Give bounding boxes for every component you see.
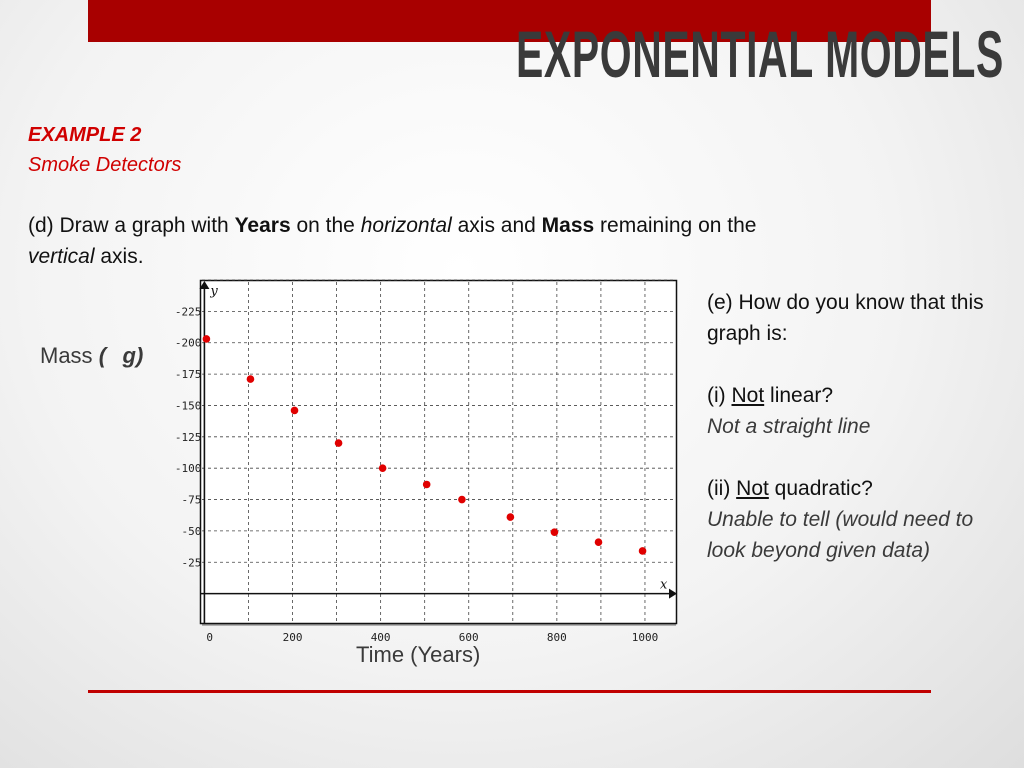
data-point: [595, 538, 603, 546]
task-suffix: axis.: [94, 245, 144, 268]
q1-not: Not: [731, 384, 765, 407]
data-point: [639, 547, 647, 555]
question-quadratic: [707, 473, 1007, 504]
data-point: [335, 439, 343, 447]
task-mass: Mass: [541, 214, 595, 237]
x-tick-label: 0: [206, 631, 214, 644]
task-years: Years: [234, 214, 291, 237]
slide-title: EXPONENTIAL MODELS: [516, 17, 1004, 91]
x-tick-label: 600: [458, 631, 479, 644]
task-mid1: on the: [290, 214, 361, 237]
task-mid2: axis and: [451, 214, 542, 237]
question-linear: [707, 380, 1007, 411]
data-point: [551, 528, 559, 536]
task-horizontal: horizontal: [360, 214, 452, 237]
side-intro: (e) How do you know that this graph is:: [707, 291, 984, 345]
x-tick-label: 400: [370, 631, 391, 644]
y-axis-label: [40, 343, 143, 369]
example-heading: EXAMPLE 2: [28, 124, 142, 146]
data-point: [423, 481, 431, 489]
data-point: [291, 407, 299, 415]
example-block: [28, 120, 181, 180]
task-text: [28, 210, 948, 272]
y-tick-label: -75: [181, 493, 202, 507]
y-tick-label: -25: [181, 556, 202, 570]
x-tick-label: 200: [282, 631, 303, 644]
y-axis-name: y: [210, 284, 218, 299]
q2-prefix: (ii): [707, 477, 737, 500]
y-tick-label: -150: [174, 399, 202, 413]
task-vertical: vertical: [28, 245, 95, 268]
x-axis-name: x: [660, 577, 668, 593]
answer-linear: Not a straight line: [707, 415, 871, 438]
data-point: [247, 375, 255, 383]
q2-not: Not: [736, 477, 769, 500]
q1-prefix: (i): [707, 384, 732, 407]
task-prefix: (d) Draw a graph with: [28, 214, 235, 237]
y-label-text: Mass: [40, 343, 99, 368]
answer-quadratic: Unable to tell (would need to look beyond given data): [707, 508, 974, 562]
y-label-unit: ( g): [98, 343, 133, 368]
q2-rest: quadratic?: [768, 477, 873, 500]
example-subheading: Smoke Detectors: [28, 154, 182, 176]
x-tick-label: 1000: [631, 631, 659, 644]
data-point: [507, 513, 515, 521]
scatter-chart: [174, 280, 678, 644]
y-tick-label: -200: [174, 336, 202, 350]
q1-rest: linear?: [764, 384, 834, 407]
y-tick-label: -50: [181, 524, 202, 538]
plot-frame: [201, 281, 677, 624]
x-tick-label: 800: [546, 631, 567, 644]
task-mid3: remaining on the: [594, 214, 757, 237]
side-questions: [707, 287, 1007, 566]
y-tick-label: -225: [174, 305, 202, 319]
y-tick-label: -175: [174, 368, 202, 382]
x-axis-label: Time (Years): [356, 642, 481, 667]
data-point: [203, 335, 211, 343]
y-tick-label: -100: [174, 462, 202, 476]
data-point: [458, 496, 466, 504]
y-tick-label: -125: [174, 430, 202, 444]
bottom-rule: [88, 690, 931, 693]
data-point: [379, 464, 387, 472]
